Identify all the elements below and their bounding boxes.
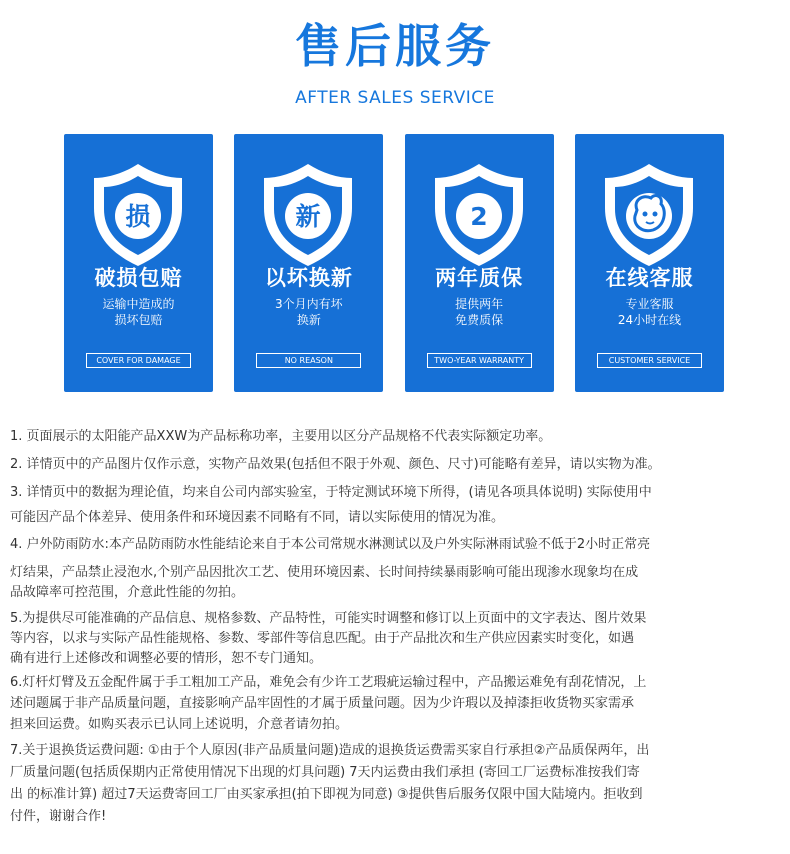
- damage-shield-icon: [88, 160, 188, 270]
- card-desc-line: 运输中造成的: [102, 297, 175, 311]
- card-title: 破损包赔: [94, 266, 183, 290]
- card-desc: [575, 296, 724, 328]
- note-line: 6.灯杆灯臂及五金配件属于手工粗加工产品，难免会有少许工艺瑕疵运输过程中，产品搬运难免有刮花情况，上: [10, 675, 647, 690]
- card-badge: CUSTOMER SERVICE: [597, 353, 702, 368]
- card-service: [575, 134, 724, 392]
- note-item: [10, 610, 785, 668]
- note-line: 厂质量问题(包括质保期内正常使用情况下出现的灯具问题) 7天内运费由我们承担 (寄回工厂运费标准按我们寄: [10, 765, 640, 780]
- service-cards: [64, 134, 724, 392]
- card-title: 以坏换新: [264, 266, 353, 290]
- note-item: [10, 536, 785, 602]
- note-line: 4. 户外防雨防水:本产品防雨防水性能结论来自于本公司常规水淋测试以及户外实际淋雨试验不低于2小时正常亮: [10, 537, 651, 552]
- card-desc: [405, 296, 554, 328]
- card-glyph: 损: [125, 202, 151, 231]
- card-desc-line: 损坏包赔: [114, 313, 163, 327]
- card-desc: [234, 296, 383, 328]
- card-desc-line: 24小时在线: [617, 313, 682, 327]
- note-line: 担来回运费。如购买表示已认同上述说明，介意者请勿拍。: [10, 717, 349, 732]
- card-glyph: 2: [469, 202, 488, 231]
- card-desc-line: 3个月内有坏: [275, 297, 343, 311]
- page-header: [0, 14, 790, 108]
- note-line: 品故障率可控范围，介意此性能的勿拍。: [10, 585, 245, 600]
- card-desc-line: 专业客服: [625, 297, 674, 311]
- card-badge: NO REASON: [256, 353, 361, 368]
- two-year-shield-icon: [429, 160, 529, 270]
- page-subtitle: AFTER SALES SERVICE: [295, 88, 495, 108]
- note-line: 可能因产品个体差异、使用条件和环境因素不同略有不同，请以实际使用的情况为准。: [10, 510, 505, 525]
- card-desc-line: 免费质保: [455, 313, 504, 327]
- card-glyph: 新: [295, 202, 321, 231]
- note-line: 述问题属于非产品质量问题，直接影响产品牢固性的才属于质量问题。因为少许瑕以及掉漆拒收货物买家需承: [10, 696, 635, 711]
- note-line: 付件，谢谢合作!: [10, 809, 107, 824]
- card-desc: [64, 296, 213, 328]
- note-line: 7.关于退换货运费问题: ①由于个人原因(非产品质量问题)造成的退换货运费需买家自行承担②产品质保两年，出: [10, 743, 650, 758]
- note-item: [10, 456, 785, 474]
- card-damage: [64, 134, 213, 392]
- card-warranty: [405, 134, 554, 392]
- note-line: 确有进行上述修改和调整必要的情形，恕不专门通知。: [10, 651, 323, 666]
- customer-service-shield-icon: [599, 160, 699, 270]
- new-shield-icon: [258, 160, 358, 270]
- card-title: 两年质保: [435, 266, 524, 290]
- note-line: 等内容，以求与实际产品性能规格、参数、零部件等信息匹配。由于产品批次和生产供应因素实时变化，如遇: [10, 631, 635, 646]
- note-item: [10, 484, 785, 527]
- card-desc-line: 换新: [296, 313, 321, 327]
- note-item: [10, 674, 785, 734]
- page-title: 售后服务: [295, 19, 495, 73]
- note-line: 出 的标准计算) 超过7天运费寄回工厂由买家承担(拍下即视为同意) ③提供售后服务仅限中国大陆境内。拒收到: [10, 787, 643, 802]
- note-item: [10, 428, 785, 446]
- note-line: 5.为提供尽可能准确的产品信息、规格参数、产品特性，可能实时调整和修订以上页面中的文字表达、图片效果: [10, 611, 647, 626]
- card-badge: COVER FOR DAMAGE: [86, 353, 191, 368]
- note-line: 2. 详情页中的产品图片仅作示意，实物产品效果(包括但不限于外观、颜色、尺寸)可能略有差异，请以实物为准。: [10, 457, 661, 472]
- card-title: 在线客服: [605, 266, 694, 290]
- note-line: 3. 详情页中的数据为理论值，均来自公司内部实验室，于特定测试环境下所得，(请见各项具体说明) 实际使用中: [10, 485, 652, 500]
- note-item: [10, 742, 785, 826]
- card-replace: [234, 134, 383, 392]
- card-desc-line: 提供两年: [455, 297, 504, 311]
- note-line: 1. 页面展示的太阳能产品XXW为产品标称功率，主要用以区分产品规格不代表实际额定功率。: [10, 429, 552, 444]
- card-badge: TWO-YEAR WARRANTY: [427, 353, 532, 368]
- note-line: 灯结果，产品禁止浸泡水,个别产品因批次工艺、使用环境因素、长时间持续暴雨影响可能出现渗水现象均在成: [10, 565, 639, 580]
